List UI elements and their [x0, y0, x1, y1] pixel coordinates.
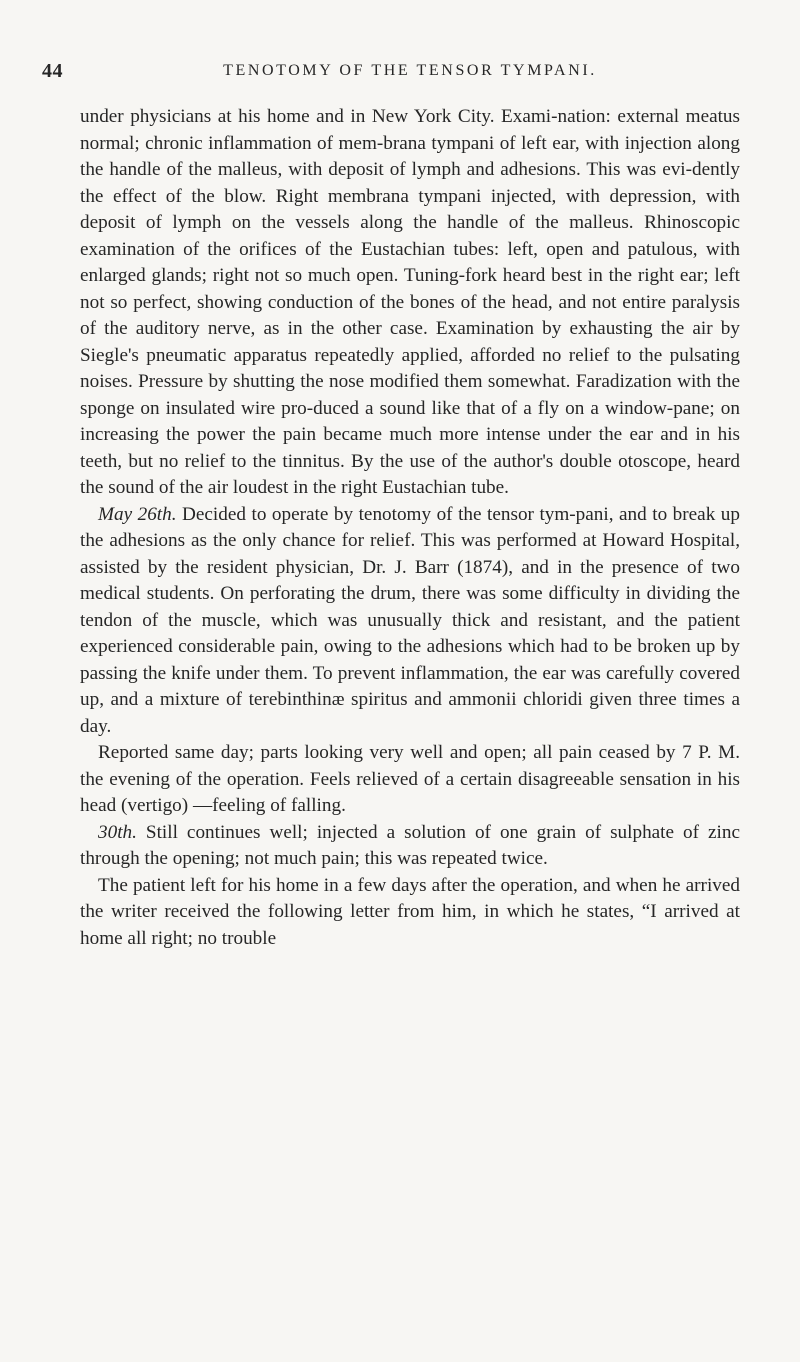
paragraph-text: The patient left for his home in a few days after the operation, and when he arrived the writer received the following letter from him, in which he states, “I arrived at home all right; no trouble: [80, 874, 740, 949]
running-head: [42, 60, 740, 88]
paragraph-examination: [80, 104, 740, 502]
paragraph-letter: [80, 873, 740, 953]
running-title: TENOTOMY OF THE TENSOR TYMPANI.: [223, 62, 597, 79]
book-page: [42, 60, 740, 952]
paragraph-text: under physicians at his home and in New York City. Exami-nation: external meatus normal; chronic inflammation of mem-brana tympani of left ear, with injection along the handle of the malleus, with deposit of lymph and adhesions. This was evi-dently the effect of the blow. Right membrana tympani injected, with depression, with deposit of lymph on the vessels along the handle of the malleus. Rhinoscopic examination of the orifices of the Eustachian tubes: left, open and patulous, with enlarged glands; right not so much open. Tuning-fork heard best in the right ear; left not so perfect, showing conduction of the bones of the head, and not entire paralysis of the auditory nerve, as in the other case. Examination by exhausting the air by Siegle's pneumatic apparatus repeatedly applied, afforded no relief to the pulsating noises. Pressure by shutting the nose modified them somewhat. Faradization with the sponge on insulated wire pro-duced a sound like that of a fly on a window-pane; on increasing the power the pain became much more intense under the ear and in his teeth, but no relief to the tinnitus. By the use of the author's double otoscope, heard the sound of the air loudest in the right Eustachian tube.: [80, 106, 740, 498]
paragraph-30th: [80, 820, 740, 873]
date-label: 30th.: [98, 821, 137, 843]
paragraph-text: Still continues well; injected a solution of one grain of sulphate of zinc through the opening; not much pain; this was repeated twice.: [80, 821, 740, 869]
page-number: 44: [42, 60, 63, 82]
paragraph-text: Reported same day; parts looking very well and open; all pain ceased by 7 P. M. the evening of the operation. Feels relieved of a certain disagreeable sensation in his head (vertigo) —feeling of falling.: [80, 742, 740, 816]
paragraph-report: [80, 740, 740, 820]
body-text: [80, 104, 740, 952]
date-label: May 26th.: [98, 503, 177, 525]
paragraph-may-26: [80, 502, 740, 741]
paragraph-text: Decided to operate by tenotomy of the tensor tym-pani, and to break up the adhesions as the only chance for relief. This was performed at Howard Hospital, assisted by the resident physician, Dr. J. Barr (1874), and in the presence of two medical students. On perforating the drum, there was some difficulty in dividing the tendon of the muscle, which was unusually thick and resistant, and the patient experienced considerable pain, owing to the adhesions which had to be broken up by passing the knife under them. To prevent inflammation, the ear was carefully covered up, and a mixture of terebinthinæ spiritus and ammonii chloridi given three times a day.: [80, 503, 740, 737]
